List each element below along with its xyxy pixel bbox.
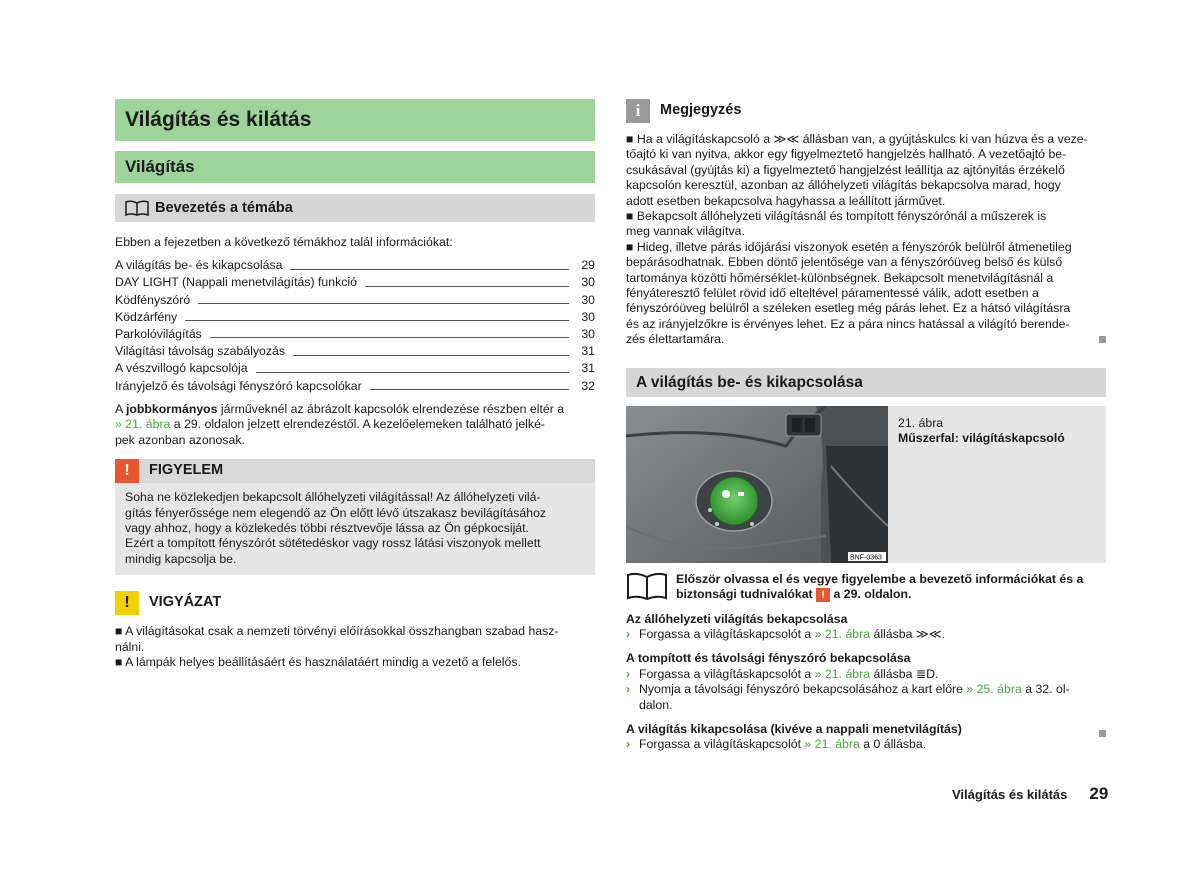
intro-text: Ebben a fejezetben a következő témákhoz talál információkat: xyxy=(115,235,453,249)
toc-entry-page: 29 xyxy=(581,258,595,273)
figure-link[interactable]: » 21. ábra xyxy=(115,417,171,432)
caution-header xyxy=(115,591,595,615)
table-of-contents xyxy=(115,256,595,394)
toc-leader xyxy=(256,372,569,373)
warning-box xyxy=(115,459,595,575)
toc-leader xyxy=(290,269,569,270)
intro-heading-label: Bevezetés a témába xyxy=(155,200,293,216)
block-title: A világítás kikapcsolása (kivéve a nappali menetvilágítás) xyxy=(626,721,962,736)
figure-number: 21. ábra xyxy=(898,415,944,430)
toc-entry-title: A vészvillogó kapcsolója xyxy=(115,361,248,376)
figure-link[interactable]: » 21. ábra xyxy=(814,666,871,681)
info-icon: i xyxy=(626,99,650,123)
rhd-paragraph: A jobbkormányos járműveknél az ábrázolt kapcsolók elrendezése részben eltér a » 21. ábra a 29. oldalon jelzett elrendezéstől. A kezelőelemeken található jelké- pek azonban azonosak. xyxy=(115,401,565,447)
note-body: ■ Ha a világításkapcsoló a ≫≪ állásban van, a gyújtáskulcs ki van húzva és a veze- tőajtó ki van nyitva, akkor egy figyelmeztető hangjelzés hallható. A vezetőajtó be- csukásával (gyújtás ki) a figyelmeztető hangjelzést leállítja az ajtónyitás érzékelő kapcsolón keresztül, azonban az állóhelyzeti világítás bekapcsolva marad, hogy adott esetben bekapcsolva hagyhassa a leállított járművet. ■ Bekapcsolt állóhelyzeti világításnál és tompított fényszórónál a műszerek is meg vannak világítva. ■ Hideg, illetve párás időjárási viszonyok esetén a fényszórók belülről átmenetileg bepárásodhatnak. Ebben döntő jelentősége van a fényszóróüveg belső és külső tartománya közötti hőmérséklet-különbségnek. Bekapcsolt menetvilágításnál a fényáteresztő felület rövid idő elteltével páramentessé válik, adott esetben a fényszóróüveg belülről a széleken esetleg még párás lehet. Ez a hátsó világításra és az irányjelzőkre is érvényes lehet. Ez a pára nincs hatással a világító berende- zés élettartamára. xyxy=(626,132,1106,348)
note-title: Megjegyzés xyxy=(660,102,742,119)
page-footer xyxy=(952,786,1108,802)
light-switch-figure xyxy=(626,406,888,563)
toc-entry-page: 30 xyxy=(581,326,595,341)
step: › Forgassa a világításkapcsolót a » 21. ábra állásba ≣D. xyxy=(626,666,939,681)
toc-entry-title: A világítás be- és kikapcsolása xyxy=(115,258,283,273)
toc-leader xyxy=(293,355,569,356)
block-title: A tompított és távolsági fényszóró bekapcsolása xyxy=(626,651,911,666)
toc-entry[interactable] xyxy=(115,325,595,342)
toc-entry-title: Parkolóvilágítás xyxy=(115,326,202,341)
step-arrow-icon: › xyxy=(626,666,631,681)
figure-caption xyxy=(888,406,1065,563)
figure-21 xyxy=(626,406,1106,563)
step: › Nyomja a távolsági fényszóró bekapcsolásához a kart előre » 25. ábra a 32. ol- dalon. xyxy=(626,682,1070,712)
book-icon xyxy=(626,572,668,600)
toc-leader xyxy=(365,286,569,287)
toc-entry-page: 30 xyxy=(581,275,595,290)
warning-icon: ! xyxy=(816,588,830,602)
toc-entry-title: Ködfényszóró xyxy=(115,292,191,307)
note-last-line: zés élettartamára. xyxy=(626,332,1106,347)
toc-entry[interactable] xyxy=(115,360,595,377)
warning-header xyxy=(115,459,595,483)
toc-entry-title: Világítási távolság szabályozás xyxy=(115,344,285,359)
note-header xyxy=(626,99,1106,123)
figure-title: Műszerfal: világításkapcsoló xyxy=(898,431,1065,446)
toc-entry-title: DAY LIGHT (Nappali menetvilágítás) funkció xyxy=(115,275,357,290)
step: › Forgassa a világításkapcsolót » 21. ábra a 0 állásba. xyxy=(626,737,1106,752)
toc-entry-page: 31 xyxy=(581,361,595,376)
dashboard-illustration xyxy=(626,406,888,563)
caution-title: VIGYÁZAT xyxy=(149,594,222,611)
step-arrow-icon: › xyxy=(626,737,631,752)
book-icon xyxy=(125,200,149,216)
toc-leader xyxy=(210,337,569,338)
end-marker-icon xyxy=(1099,730,1106,737)
toc-entry-page: 32 xyxy=(581,378,595,393)
block-title: Az állóhelyzeti világítás bekapcsolása xyxy=(626,611,848,626)
toc-entry-page: 30 xyxy=(581,292,595,307)
toc-entry-page: 31 xyxy=(581,344,595,359)
warning-icon: ! xyxy=(115,459,139,483)
toc-entry[interactable] xyxy=(115,291,595,308)
page-number: 29 xyxy=(1089,784,1109,803)
toc-entry[interactable] xyxy=(115,256,595,273)
step-arrow-icon: › xyxy=(626,682,631,697)
toc-leader xyxy=(185,320,569,321)
toc-entry[interactable] xyxy=(115,377,595,394)
intro-heading xyxy=(115,194,595,222)
caution-icon: ! xyxy=(115,591,139,615)
section-title: Világítás xyxy=(115,151,595,183)
warning-body: Soha ne közlekedjen bekapcsolt állóhelyzeti világítással! Az állóhelyzeti vilá- gítás fényerőssége nem elegendő az Ön előtt lévő útszakasz bevilágításához vagy ahhoz, hogy a közlekedés többi résztvevője lássa az Ön gépkocsiját. Ezért a tompított fényszórót sötétedéskor vagy rossz látási viszonyok mellett mindig kapcsolja be. xyxy=(125,490,547,566)
right-column xyxy=(626,99,1106,753)
toc-leader xyxy=(370,389,569,390)
figure-link[interactable]: » 25. ábra xyxy=(966,682,1022,697)
figure-code: BNF-0363 xyxy=(850,554,882,562)
footer-title: Világítás és kilátás xyxy=(952,787,1068,802)
caution-body: ■ A világításokat csak a nemzeti törvényi előírásokkal összhangban szabad hasz- nálni. ■ A lámpák helyes beállításáért és használatáért mindig a vezető a felelős. xyxy=(115,624,559,669)
left-column xyxy=(115,99,595,670)
toc-entry[interactable] xyxy=(115,342,595,359)
read-first-notice: Először olvassa el és vegye figyelembe a bevezető információkat és a biztonsági tudnivalókat ! a 29. oldalon. xyxy=(626,572,1106,603)
chapter-title: Világítás és kilátás xyxy=(115,99,595,141)
toc-entry[interactable] xyxy=(115,308,595,325)
figure-link[interactable]: » 21. ábra xyxy=(804,737,860,752)
end-marker-icon xyxy=(1099,336,1106,343)
toc-entry-title: Ködzárfény xyxy=(115,309,178,324)
step: › Forgassa a világításkapcsolót a » 21. ábra állásba ≫≪. xyxy=(626,626,946,641)
step-arrow-icon: › xyxy=(626,626,631,641)
toc-entry[interactable] xyxy=(115,274,595,291)
toc-leader xyxy=(198,303,569,304)
warning-title: FIGYELEM xyxy=(149,462,224,479)
switch-section-title: A világítás be- és kikapcsolása xyxy=(626,368,1106,397)
toc-entry-page: 30 xyxy=(581,309,595,324)
instruction-blocks xyxy=(626,612,1106,753)
figure-link[interactable]: » 21. ábra xyxy=(814,626,871,641)
toc-entry-title: Irányjelző és távolsági fényszóró kapcsolókar xyxy=(115,378,362,393)
